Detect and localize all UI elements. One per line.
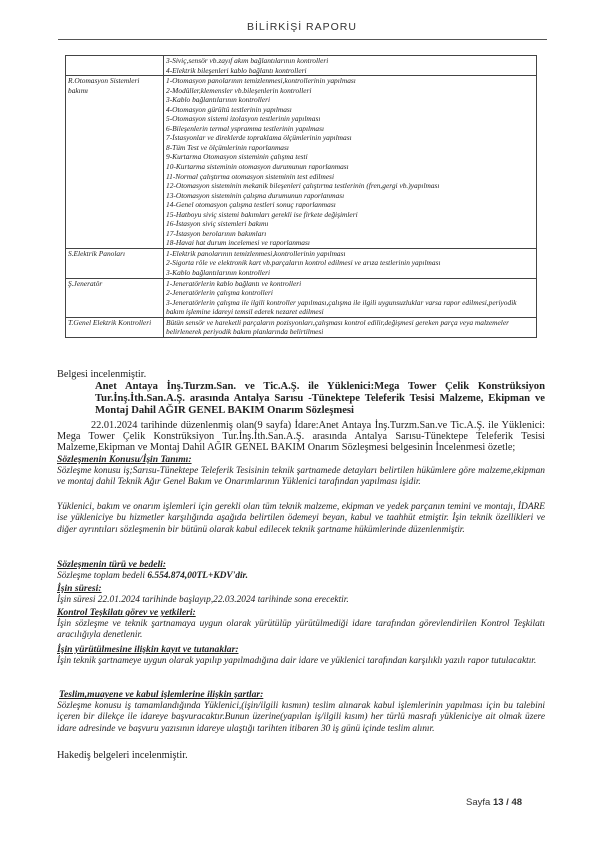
- table-item: 14-Genel otomasyon çalışma testleri sonuç raporlanması: [166, 200, 336, 210]
- table-item: 13-Otomasyon sisteminin çalışma durumunun raporlanması: [166, 190, 345, 200]
- table-item: 1-Elektrik panolarının temizlenmesi,kontrollerinin yapılması: [166, 248, 346, 258]
- table-item: 6-Bileşenlerin termal yspramma testlerinin yapılması: [166, 123, 325, 133]
- table-item: 5-Otomasyon sistemi izolasyon testlerinin yapılması: [166, 114, 321, 124]
- table-item: 3-Kablo bağlantılarının kontrolleri: [166, 95, 271, 105]
- page-header-title: BİLİRKİŞİ RAPORU: [247, 21, 357, 33]
- table-item: 15-Hatboyu siviç sistemi bakımları gerekli ise firkete değişimleri: [166, 209, 358, 219]
- kayit-paragraph: İşin teknik şartnameye uygun olarak yapılıp yapılmadığına dair idare ve yüklenici tarafından karşılıklı yazılı rapor tutulacaktır.: [57, 656, 537, 666]
- konu-paragraph-1: Sözleşme konusu iş;Sarısu-Tünektepe Teleferik Tesisinin teknik şartnamede detayları belirtilen hükümlere göre malzeme,ekipman ve montaj dahil Teknik Ağır Genel Bakım ve Onarımlarının Yüklenici tarafından yapılması işidir.: [57, 466, 545, 488]
- maintenance-table: [65, 55, 537, 338]
- table-row: [66, 56, 537, 76]
- section-bedel-heading: Sözleşmenin türü ve bedeli:: [57, 559, 166, 570]
- teslim-paragraph: Sözleşme konusu iş tamamlandığında Yüklenici,(işin/ilgili kısmın) teslim alınarak kabul işlemlerinin yapılması için bu talebini içeren bir dilekçe ile idareye başvuracaktır.Bunun üzerine(yapılan iş/ilgili kısım) her türlü masrafı yükleniciye ait olmak üzere idare adresinde ve başvuru yazısının idareye ulaştığı tarihten itibaren 30 iş günü içinde teslim alınır.: [57, 701, 545, 734]
- footer-label: Sayfa: [466, 797, 491, 808]
- section-sure-heading: İşin süresi:: [57, 583, 102, 594]
- table-item: 9-Kurtarma Otomasyon sisteminin çalışma testi: [166, 152, 308, 162]
- table-item: 10-Kurtarma sisteminin otomasyon durumunun raporlanması: [166, 162, 349, 172]
- bedel-text: Sözleşme toplam bedeli: [57, 571, 148, 581]
- table-item: 3-Jeneratörlerin çalışma ile ilgili kontroller yapılması,çalışma ile ilgili uygunsuzluklar varsa rapor edilmesi,periyodik bakım işlemine idareyi temsil ederek nezaret edilmesi: [166, 297, 517, 317]
- table-item: 17-İstasyon berolarının bakımları: [166, 228, 267, 238]
- table-row-label: Ş.Jeneratör: [66, 278, 164, 317]
- table-item: 3-Kablo bağlantılarının kontrolleri: [166, 268, 271, 278]
- section-kayit-heading: İşin yürütülmesine ilişkin kayıt ve tutanaklar:: [57, 644, 239, 655]
- table-item: 8-Tüm Test ve ölçümlerinin raporlanması: [166, 142, 289, 152]
- table-item: 4-Otomasyon gürültü testlerinin yapılması: [166, 104, 292, 114]
- table-row: [66, 248, 537, 278]
- table-item: 1-Jeneratörlerin kablo bağlantı ve kontrolleri: [166, 278, 302, 288]
- table-row-items: [164, 317, 537, 337]
- table-row-items: [164, 278, 537, 317]
- table-item: 4-Elektrik bileşenleri kablo bağlantı kontrolleri: [166, 65, 307, 75]
- table-item: 18-Havai hat durum incelemesi ve raporlanması: [166, 238, 310, 248]
- table-row-items: [164, 76, 537, 249]
- table-row-items: [164, 56, 537, 76]
- table-row-items: [164, 248, 537, 278]
- table-item: 11-Normal çalıştırma otomasyon sisteminin test edilmesi: [166, 171, 334, 181]
- intro-paragraph: 22.01.2024 tarihinde düzenlenmiş olan(9 sayfa) İdare:Anet Antaya İnş.Turzm.San.ve Tic.A.Ş. ile Yüklenici: Mega Tower Çelik Konstrüksiyon Tur.İnş.İth.San.A.Ş. arasında Antalya Sarısu-Tünektepe Teleferik Tesisi Malzeme,Ekipman ve Montaj Dahil AĞIR GENEL BAKIM Onarım Sözleşmesi belgesinin İncelenmesi özetle;: [57, 420, 545, 454]
- paragraph-belgesi: Belgesi incelenmiştir.: [57, 369, 147, 380]
- table-row: [66, 76, 537, 249]
- table-item: Bütün sensör ve hareketli parçaların pozisyonları,çalışması kontrol edilir,değişmesi gereken parça veya malzemeler belirlenerek periyodik bakım planlarında belirtilmesi: [166, 317, 509, 337]
- table-row: [66, 317, 537, 337]
- table-item: 2-Modüller,klemensler vb.bileşenlerin kontrolleri: [166, 85, 312, 95]
- sure-paragraph: İşin süresi 22.01.2024 tarihinde başlayıp,22.03.2024 tarihinde sona erecektir.: [57, 595, 349, 605]
- table-item: 16-İstasyon siviç sistemleri bakımı: [166, 219, 269, 229]
- header-rule: [58, 39, 547, 40]
- table-item: 2-Sigorta röle ve elektronik kart vb.parçaların kontrol edilmesi ve arıza testlerinin yapılması: [166, 258, 441, 268]
- section-kontrol-heading: Kontrol Teşkilatı görev ve yetkileri:: [57, 607, 196, 618]
- table-item: 7-İstasyonlar ve direklerde topraklama ölçümlerinin yapılması: [166, 133, 352, 143]
- table-item: 2-Jeneratörlerin çalışma kontrolleri: [166, 288, 273, 298]
- section-teslim-heading: Teslim,muayene ve kabul işlemlerine ilişkin şartlar:: [59, 689, 264, 700]
- footer-sep: /: [506, 797, 509, 808]
- table-row: [66, 278, 537, 317]
- table-row-label: R.Otomasyon Sistemleri bakımı: [66, 76, 164, 249]
- section-konu-heading: Sözleşmenin Konusu/İşin Tanımı:: [57, 454, 192, 465]
- paragraph-hakedis: Hakediş belgeleri incelenmiştir.: [57, 750, 188, 761]
- konu-paragraph-2: Yüklenici, bakım ve onarım işlemleri için gerekli olan tüm teknik malzeme, ekipman ve yedek parçanın temini ve montajı, İDARE ise yükleniciye bu hizmetler karşılığında aşağıda belirtilen ödemeyi beyan, kabul ve taahhüt etmiştir. İşin teknik özellikleri ve diğer ayrıntıları sözleşmenin bir bütünü olarak kabul edilecek teknik şartname hükümlerinde düzenlenmiştir.: [57, 502, 545, 535]
- contract-heading: Anet Antaya İnş.Turzm.San. ve Tic.A.Ş. ile Yüklenici:Mega Tower Çelik Konstrüksiyon Tur.İnş.İth.San.A.Ş. arasında Antalya Sarısu -Tünektepe Teleferik Tesisi Malzeme, Ekipman ve Montaj Dahil AĞIR GENEL BAKIM Onarım Sözleşmesi: [95, 381, 545, 416]
- page-footer: [466, 797, 522, 808]
- table-row-label: S.Elektrik Panoları: [66, 248, 164, 278]
- kontrol-paragraph: İşin sözleşme ve teknik şartnamaya uygun olarak yürütülüp yürütülmediği idare tarafından görevlendirilen Kontrol Teşkilatı aracılığıyla denetlenir.: [57, 619, 545, 641]
- table-row-label: [66, 56, 164, 76]
- footer-page: 13: [492, 797, 504, 808]
- bedel-amount: 6.554.874,00TL+KDV'dir.: [147, 571, 249, 581]
- table-item: 12-Otomasyon sisteminin mekanik bileşenleri çalıştırma testlerinin (fren,gergi vb.)yapılması: [166, 181, 440, 191]
- table-item: 3-Siviç,sensör vb.zayıf akım bağlantılarının kontrolleri: [166, 56, 329, 65]
- table-item: 1-Otomasyon panolarının temizlenmesi,kontrollerinin yapılması: [166, 76, 356, 86]
- footer-total: 48: [511, 797, 523, 808]
- bedel-line: [57, 571, 545, 582]
- table-row-label: T.Genel Elektrik Kontrolleri: [66, 317, 164, 337]
